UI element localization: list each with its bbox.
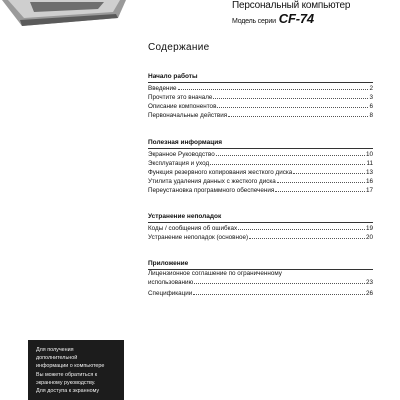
note-line: дополнительной bbox=[36, 355, 78, 362]
note-line: Для доступа к экранному bbox=[36, 388, 100, 395]
toc-entry-page: 2 bbox=[369, 85, 373, 92]
model-number: CF-74 bbox=[278, 11, 314, 26]
toc-entry-label: Прочтите это вначале bbox=[148, 94, 213, 101]
toc-entry-page: 17 bbox=[365, 187, 373, 194]
toc-entry[interactable] bbox=[148, 234, 373, 243]
toc-entry[interactable] bbox=[148, 151, 373, 160]
toc-entry-page: 11 bbox=[366, 160, 373, 167]
toc-entry-label: Описание компонентов bbox=[148, 103, 217, 110]
leader-dots bbox=[293, 173, 365, 174]
section-heading-troubleshooting: Устранение неполадок bbox=[148, 213, 222, 220]
section-heading-appendix: Приложение bbox=[148, 260, 189, 267]
toc-entry[interactable] bbox=[148, 160, 373, 169]
toc-entry-page: 3 bbox=[369, 94, 373, 101]
model-line bbox=[232, 11, 314, 26]
toc-entry-label: Утилита удаления данных с жесткого диска bbox=[148, 178, 276, 185]
toc-entry[interactable] bbox=[148, 112, 373, 121]
leader-dots bbox=[178, 89, 369, 90]
toc-entry[interactable] bbox=[148, 85, 373, 94]
toc-entry-page: 16 bbox=[365, 178, 373, 185]
leader-dots bbox=[217, 107, 368, 108]
section-heading-getting-started: Начало работы bbox=[148, 73, 198, 80]
section-rule bbox=[148, 222, 373, 223]
toc-entry-page: 23 bbox=[365, 279, 373, 286]
leader-dots bbox=[275, 191, 365, 192]
section-heading-useful-info: Полезная информация bbox=[148, 139, 223, 146]
laptop-product-image bbox=[0, 0, 128, 28]
toc-entry-page: 8 bbox=[369, 112, 373, 119]
toc-entry[interactable] bbox=[148, 279, 373, 288]
leader-dots bbox=[194, 283, 365, 284]
model-label: Модель серии bbox=[232, 18, 276, 25]
leader-dots bbox=[249, 238, 365, 239]
toc-entry-label: Функция резервного копирования жесткого диска bbox=[148, 169, 293, 176]
toc-entry-page: 6 bbox=[369, 103, 373, 110]
leader-dots bbox=[210, 164, 365, 165]
note-line: Для получения bbox=[36, 347, 74, 353]
toc-entry-page: 10 bbox=[365, 151, 373, 158]
toc-entry-label: Экранное Руководство bbox=[148, 151, 215, 158]
toc-entry[interactable] bbox=[148, 94, 373, 103]
toc-entry-page: 26 bbox=[365, 290, 373, 297]
toc-entry-page: 19 bbox=[365, 225, 373, 232]
toc-title: Содержание bbox=[148, 42, 210, 53]
toc-entry-label: Эксплуатация и уход bbox=[148, 160, 210, 167]
leader-dots bbox=[228, 116, 368, 117]
toc-entry[interactable] bbox=[148, 187, 373, 196]
leader-dots bbox=[213, 98, 368, 99]
toc-entry[interactable] bbox=[148, 290, 373, 299]
section-rule bbox=[148, 148, 373, 149]
toc-entry[interactable] bbox=[148, 169, 373, 178]
document-title: Персональный компьютер bbox=[232, 0, 351, 11]
leader-dots bbox=[238, 229, 365, 230]
toc-entry-label: Устранение неполадок (основное) bbox=[148, 234, 249, 241]
toc-entry-label: Спецификации bbox=[148, 290, 193, 297]
note-line: Вы можете обратиться к bbox=[36, 371, 98, 378]
toc-entry[interactable] bbox=[148, 178, 373, 187]
toc-entry-label-line1: Лицензионное соглашение по ограниченному bbox=[148, 270, 282, 277]
toc-entry[interactable] bbox=[148, 225, 373, 234]
section-rule bbox=[148, 82, 373, 83]
toc-entry-page: 20 bbox=[365, 234, 373, 241]
toc-entry-label: Введение bbox=[148, 85, 177, 92]
toc-entry-label: использованию bbox=[148, 279, 194, 286]
toc-entry-page: 13 bbox=[365, 169, 373, 176]
toc-entry-label: Коды / сообщения об ошибках bbox=[148, 225, 238, 232]
toc-entry-label: Переустановка программного обеспечения bbox=[148, 187, 275, 194]
leader-dots bbox=[216, 155, 365, 156]
leader-dots bbox=[193, 294, 365, 295]
toc-entry[interactable] bbox=[148, 103, 373, 112]
toc-entry-label: Первоначальные действия bbox=[148, 112, 228, 119]
leader-dots bbox=[277, 182, 365, 183]
note-line: экранному руководству. bbox=[36, 379, 96, 386]
note-line: информации о компьютере bbox=[36, 363, 105, 370]
info-note-box bbox=[28, 340, 124, 400]
